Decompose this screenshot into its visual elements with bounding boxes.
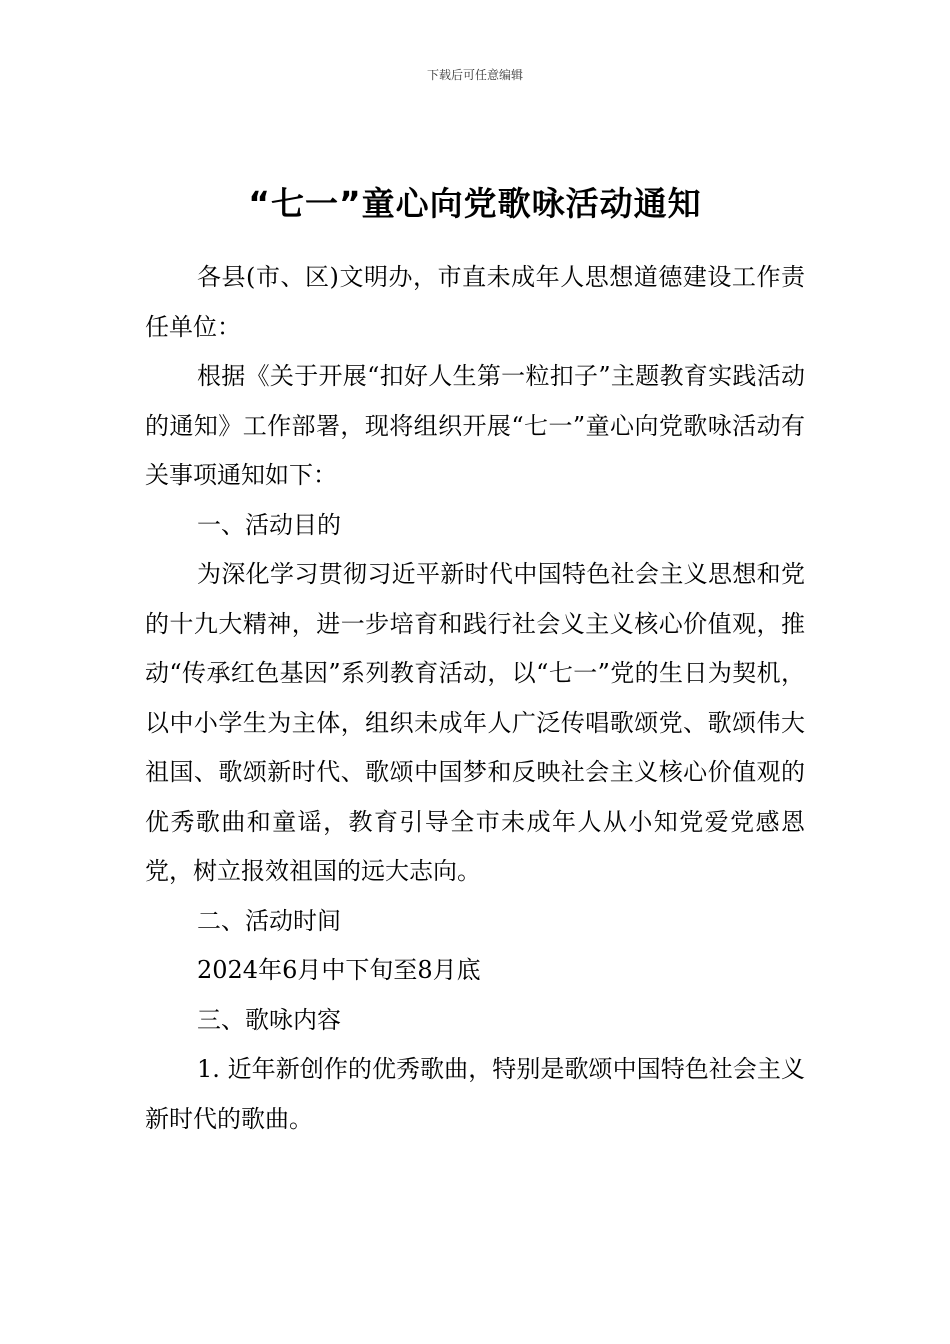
section-3-item-1: 1. 近年新创作的优秀歌曲，特别是歌颂中国特色社会主义新时代的歌曲。	[145, 1055, 805, 1133]
document-title: “七一”童心向党歌咏活动通知	[248, 184, 702, 223]
salutation-paragraph: 各县(市、区)文明办，市直未成年人思想道德建设工作责任单位：	[145, 263, 805, 341]
section-3-heading: 三、歌咏内容	[197, 1005, 341, 1034]
document-body	[145, 253, 805, 1144]
section-1-heading: 一、活动目的	[197, 510, 341, 539]
section-1-paragraph: 为深化学习贯彻习近平新时代中国特色社会主义思想和党的十九大精神，进一步培育和践行社会义主义核心价值观，推动“传承红色基因”系列教育活动，以“七一”党的生日为契机，以中小学生为主体，组织未成年人广泛传唱歌颂党、歌颂伟大祖国、歌颂新时代、歌颂中国梦和反映社会主义核心价值观的优秀歌曲和童谣，教育引导全市未成年人从小知党爱党感恩党，树立报效祖国的远大志向。	[145, 560, 805, 885]
section-2-paragraph: 2024年6月中下旬至8月底	[197, 956, 481, 984]
header-note: 下载后可任意编辑	[426, 68, 523, 82]
intro-paragraph: 根据《关于开展“扣好人生第一粒扣子”主题教育实践活动的通知》工作部署，现将组织开展“七一”童心向党歌咏活动有关事项通知如下：	[145, 362, 805, 489]
section-2-heading: 二、活动时间	[197, 906, 341, 935]
